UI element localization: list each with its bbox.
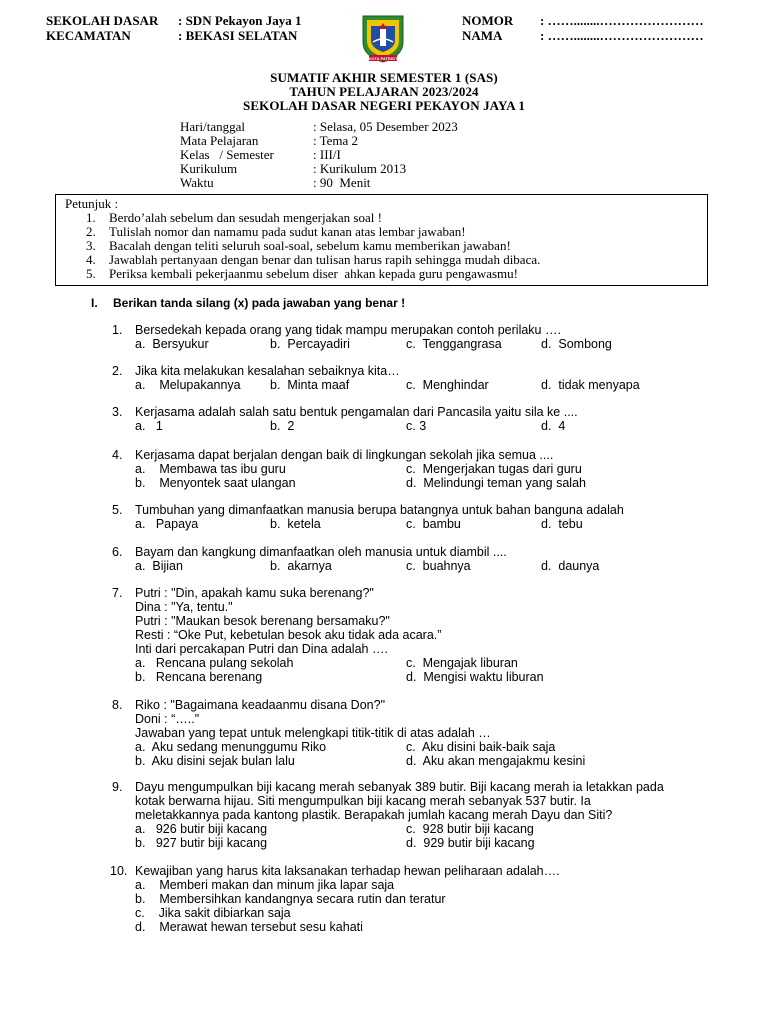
info-value: : III/I (313, 147, 341, 162)
question-text: kotak berwarna hijau. Siti mengumpulkan biji kacang merah sebanyak 537 butir. Ia (135, 794, 591, 808)
question-text: Kerjasama dapat berjalan dengan baik di lingkungan sekolah jika semua .... (135, 448, 554, 462)
info-key: Kurikulum (180, 161, 238, 176)
answer-option: a. Bersyukur (135, 337, 209, 351)
answer-option: a. 1 (135, 419, 163, 433)
answer-option: a. Memberi makan dan minum jika lapar saja (135, 878, 395, 892)
section-number: I. (91, 296, 98, 310)
question-number: 6. (112, 545, 123, 559)
section-heading (91, 296, 405, 310)
question-text: Kewajiban yang harus kita laksanakan terhadap hewan peliharaan adalah…. (135, 864, 560, 878)
info-value: : Kurikulum 2013 (313, 161, 407, 176)
answer-option: a. 926 butir biji kacang (135, 822, 268, 836)
number-label: NOMOR (462, 13, 514, 28)
question-text: Jawaban yang tepat untuk melengkapi titik-titik di atas adalah … (135, 726, 491, 740)
answer-option: c. buahnya (406, 559, 471, 573)
logo-text: KOTA PATRIOT (368, 55, 398, 61)
answer-option: c. Tenggangrasa (406, 337, 502, 351)
info-key: Kelas / Semester (180, 147, 274, 162)
question-text: Resti : “Oke Put, kebetulan besok aku tidak ada acara.” (135, 628, 442, 642)
answer-option: b. Rencana berenang (135, 670, 263, 684)
question-number: 9. (112, 780, 123, 794)
answer-option: b. ketela (270, 517, 321, 531)
question-text: Doni : “….." (135, 712, 200, 726)
question-number: 8. (112, 698, 123, 712)
answer-option: c. bambu (406, 517, 461, 531)
question-text: Inti dari percakapan Putri dan Dina adalah …. (135, 642, 388, 656)
answer-option: c. Mengerjakan tugas dari guru (406, 462, 582, 476)
exam-title: SUMATIF AKHIR SEMESTER 1 (SAS) (270, 70, 498, 85)
answer-option: d. 4 (541, 419, 566, 433)
info-key: Waktu (180, 175, 214, 190)
question-number: 2. (112, 364, 123, 378)
answer-option: a. Papaya (135, 517, 199, 531)
instruction-item: 3. Bacalah dengan teliti seluruh soal-soal, sebelum kamu memberikan jawaban! (86, 238, 511, 253)
info-value: : Selasa, 05 Desember 2023 (313, 119, 458, 134)
school-title: SEKOLAH DASAR NEGERI PEKAYON JAYA 1 (243, 98, 525, 113)
answer-option: b. Membersihkan kandangnya secara rutin dan teratur (135, 892, 446, 906)
instructions-title: Petunjuk : (65, 196, 119, 211)
answer-option: d. tidak menyapa (541, 378, 640, 392)
question-text: Jika kita melakukan kesalahan sebaiknya kita… (135, 364, 400, 378)
answer-option: a. Melupakannya (135, 378, 241, 392)
school-value: : SDN Pekayon Jaya 1 (178, 13, 302, 28)
answer-option: d. Merawat hewan tersebut sesu kahati (135, 920, 363, 934)
answer-option: b. akarnya (270, 559, 332, 573)
question-text: Putri : "Maukan besok berenang bersamaku?" (135, 614, 390, 628)
answer-option: b. Percayadiri (270, 337, 350, 351)
answer-option: a. Rencana pulang sekolah (135, 656, 294, 670)
answer-option: d. daunya (541, 559, 600, 573)
question-text: Tumbuhan yang dimanfaatkan manusia berupa batangnya untuk bahan banguna adalah (135, 503, 624, 517)
answer-option: b. Aku disini sejak bulan lalu (135, 754, 295, 768)
question-number: 3. (112, 405, 123, 419)
answer-option: c. Aku disini baik-baik saja (406, 740, 556, 754)
question-text: Bayam dan kangkung dimanfaatkan oleh manusia untuk diambil .... (135, 545, 507, 559)
number-field: : ……........…………………… (540, 13, 704, 28)
question-text: Riko : "Bagaimana keadaanmu disana Don?" (135, 698, 385, 712)
question-text: Bersedekah kepada orang yang tidak mampu merupakan contoh perilaku …. (135, 323, 561, 337)
question-text: Dayu mengumpulkan biji kacang merah sebanyak 389 butir. Biji kacang merah ia letakkan pada (135, 780, 664, 794)
section-instruction: Berikan tanda silang (x) pada jawaban yang benar ! (113, 296, 406, 310)
answer-option: b. 2 (270, 419, 295, 433)
name-field: : ……........…………………… (540, 28, 704, 43)
answer-option: c. Menghindar (406, 378, 489, 392)
name-label: NAMA (462, 28, 503, 43)
district-value: : BEKASI SELATAN (178, 28, 298, 43)
answer-option: a. Bijian (135, 559, 183, 573)
answer-option: c. 928 butir biji kacang (406, 822, 534, 836)
question-number: 7. (112, 586, 123, 600)
answer-option: a. Membawa tas ibu guru (135, 462, 286, 476)
answer-option: d. Sombong (541, 337, 612, 351)
question-number: 1. (112, 323, 123, 337)
question-text: Putri : "Din, apakah kamu suka berenang?" (135, 586, 374, 600)
answer-option: b. Minta maaf (270, 378, 350, 392)
district-label: KECAMATAN (46, 28, 131, 43)
instruction-item: 4. Jawablah pertanyaan dengan benar dan tulisan harus rapih sehingga mudah dibaca. (86, 252, 541, 267)
instruction-item: 1. Berdo’alah sebelum dan sesudah mengerjakan soal ! (86, 210, 382, 225)
answer-option: c. Mengajak liburan (406, 656, 518, 670)
school-label: SEKOLAH DASAR (46, 13, 159, 28)
answer-option: c. 3 (406, 419, 427, 433)
question-number: 5. (112, 503, 123, 517)
question-number: 10. (110, 864, 128, 878)
answer-option: d. tebu (541, 517, 583, 531)
info-value: : Tema 2 (313, 133, 359, 148)
info-value: : 90 Menit (313, 175, 371, 190)
question-text: Kerjasama adalah salah satu bentuk pengamalan dari Pancasila yaitu sila ke .... (135, 405, 578, 419)
academic-year: TAHUN PELAJARAN 2023/2024 (289, 84, 479, 99)
info-key: Hari/tanggal (180, 119, 245, 134)
answer-option: d. Mengisi waktu liburan (406, 670, 544, 684)
question-number: 4. (112, 448, 123, 462)
answer-option: b. Menyontek saat ulangan (135, 476, 296, 490)
answer-option: b. 927 butir biji kacang (135, 836, 268, 850)
answer-option: d. Aku akan mengajakmu kesini (406, 754, 586, 768)
answer-option: d. Melindungi teman yang salah (406, 476, 586, 490)
answer-option: c. Jika sakit dibiarkan saja (135, 906, 291, 920)
instruction-item: 5. Periksa kembali pekerjaanmu sebelum diser ahkan kepada guru pengawasmu! (86, 266, 518, 281)
city-emblem-logo (357, 12, 409, 64)
question-text: meletakkannya pada kantong plastik. Berapakah jumlah kacang merah Dayu dan Siti? (135, 808, 613, 822)
info-key: Mata Pelajaran (180, 133, 259, 148)
answer-option: d. 929 butir biji kacang (406, 836, 535, 850)
question-text: Dina : "Ya, tentu." (135, 600, 233, 614)
instruction-item: 2. Tulislah nomor dan namamu pada sudut kanan atas lembar jawaban! (86, 224, 466, 239)
answer-option: a. Aku sedang menunggumu Riko (135, 740, 327, 754)
